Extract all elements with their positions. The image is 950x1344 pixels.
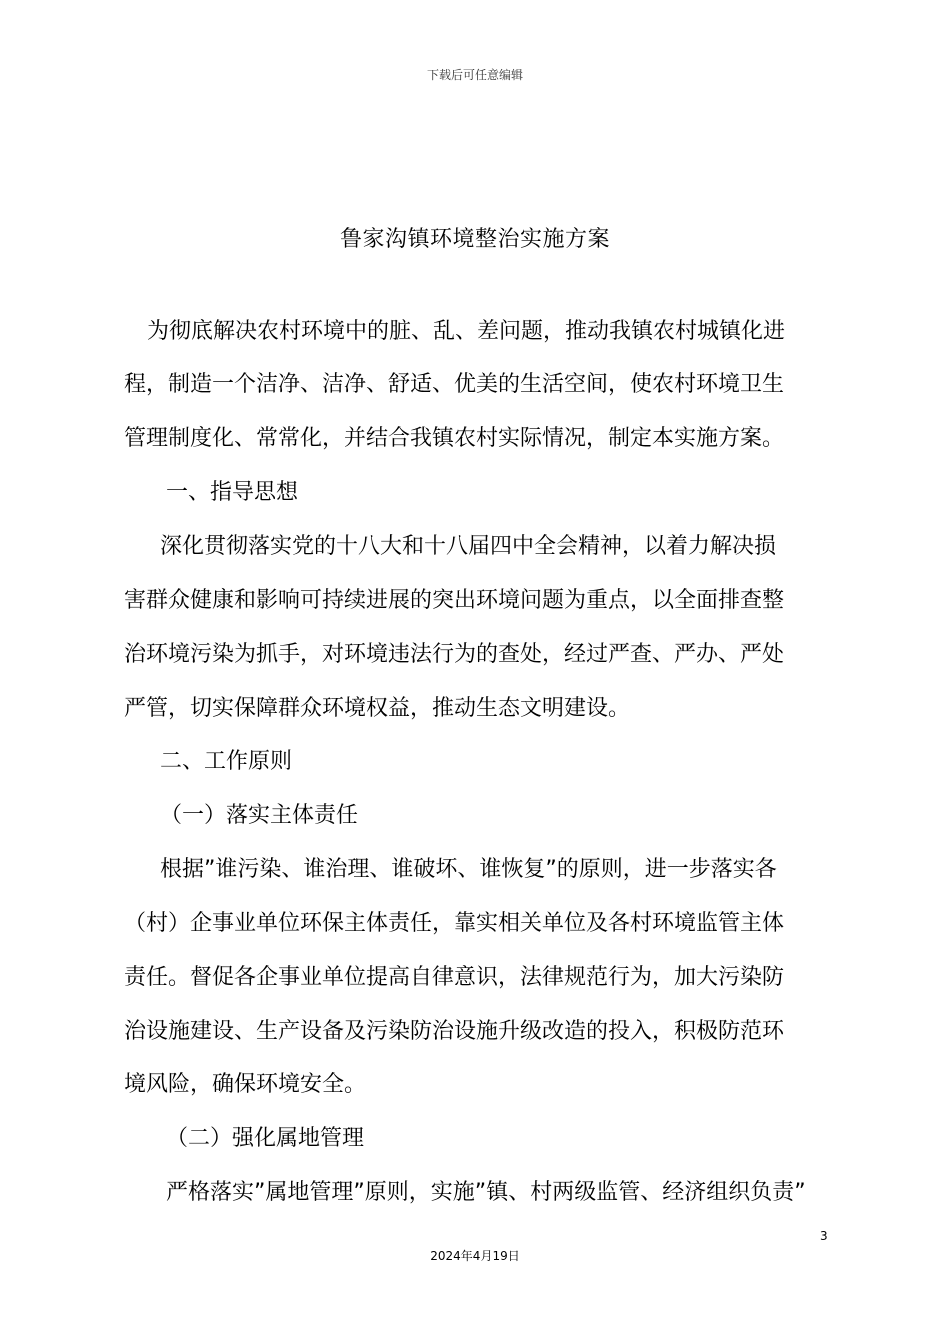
section-heading-2: 二、工作原则: [160, 749, 293, 774]
page-number: 3: [820, 1229, 828, 1243]
subsection-heading-1: （一）落实主体责任: [160, 803, 359, 828]
body-line-13: 严格落实”属地管理”原则，实施”镇、村两级监管、经济组织负责”: [166, 1180, 806, 1205]
document-title: 鲁家沟镇环境整治实施方案: [339, 227, 610, 252]
footer-date: 2024年4月19日: [430, 1249, 520, 1263]
section-heading-1: 一、指导思想: [166, 480, 299, 505]
body-line-2: 程，制造一个洁净、洁净、舒适、优美的生活空间，使农村环境卫生: [124, 372, 785, 397]
subsection-heading-2: （二）强化属地管理: [166, 1126, 365, 1151]
body-line-8: 根据”谁污染、谁治理、谁破坏、谁恢复”的原则，进一步落实各: [160, 857, 777, 882]
body-line-5: 害群众健康和影响可持续进展的突出环境问题为重点，以全面排查整: [124, 588, 785, 613]
body-line-10: 责任。督促各企事业单位提高自律意识，法律规范行为，加大污染防: [124, 965, 785, 990]
body-line-11: 治设施建设、生产设备及污染防治设施升级改造的投入，积极防范环: [124, 1019, 785, 1044]
body-line-3: 管理制度化、常常化，并结合我镇农村实际情况，制定本实施方案。: [124, 426, 785, 451]
header-note: 下载后可任意编辑: [426, 68, 523, 82]
body-line-1: 为彻底解决农村环境中的脏、乱、差问题，推动我镇农村城镇化进: [147, 319, 786, 344]
body-line-6: 治环境污染为抓手，对环境违法行为的查处，经过严查、严办、严处: [124, 642, 785, 667]
body-line-4: 深化贯彻落实党的十八大和十八届四中全会精神，以着力解决损: [160, 534, 777, 559]
body-line-12: 境风险，确保环境安全。: [124, 1072, 367, 1097]
body-line-9: （村）企事业单位环保主体责任，靠实相关单位及各村环境监管主体: [124, 911, 785, 936]
body-line-7: 严管，切实保障群众环境权益，推动生态文明建设。: [124, 696, 631, 721]
